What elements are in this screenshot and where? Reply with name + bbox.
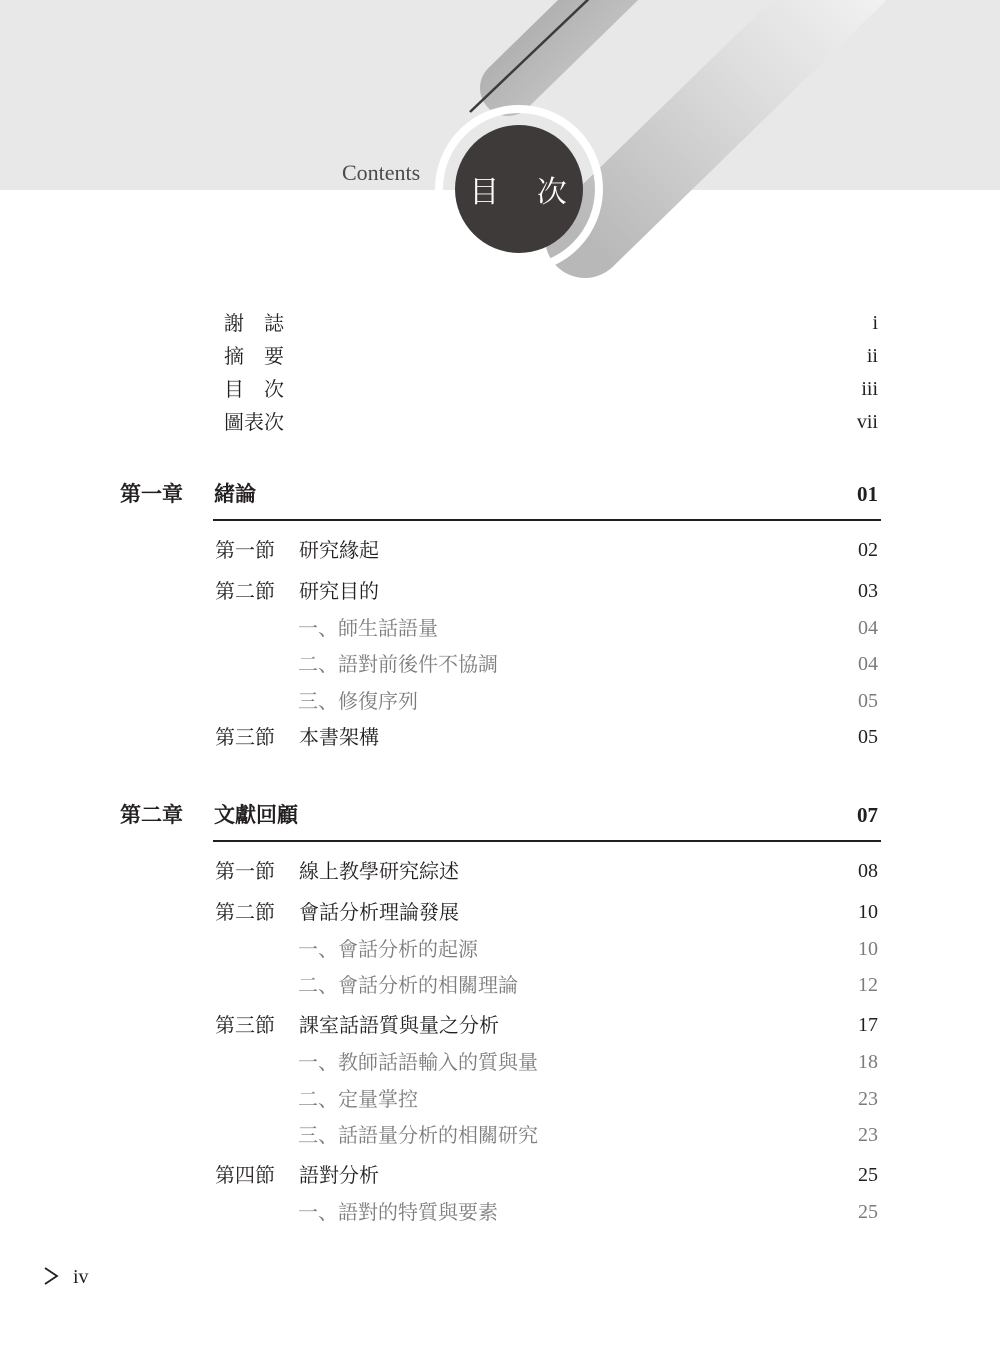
toc-section-row[interactable] <box>0 1008 1000 1042</box>
subsection-page: 18 <box>858 1051 878 1073</box>
toc-front-matter-row[interactable] <box>0 306 1000 340</box>
toc-subsection-row[interactable] <box>0 684 1000 718</box>
subsection-title: 三、修復序列 <box>298 689 418 713</box>
subsection-page: 04 <box>858 617 878 639</box>
chapter-number: 第一章 <box>120 482 183 506</box>
chevron-right-icon <box>42 1265 60 1287</box>
toc-entry-page: ii <box>866 345 878 367</box>
section-title: 本書架構 <box>299 725 379 749</box>
section-page: 10 <box>858 901 878 923</box>
subsection-page: 10 <box>858 938 878 960</box>
toc-entry-label: 目 次 <box>224 377 284 401</box>
subsection-title: 三、話語量分析的相關研究 <box>298 1123 538 1147</box>
section-number: 第一節 <box>215 859 275 883</box>
toc-subsection-row[interactable] <box>0 1118 1000 1152</box>
subsection-title: 二、會話分析的相關理論 <box>298 973 518 997</box>
toc-subsection-row[interactable] <box>0 1195 1000 1229</box>
section-page: 03 <box>858 580 878 602</box>
section-page: 08 <box>858 860 878 882</box>
section-number: 第三節 <box>215 1013 275 1037</box>
toc-entry-page: i <box>872 312 878 334</box>
chapter-page: 07 <box>857 803 878 827</box>
subsection-title: 二、語對前後件不協調 <box>298 652 498 676</box>
toc-chapter-row[interactable] <box>0 798 1000 832</box>
section-number: 第三節 <box>215 725 275 749</box>
subsection-title: 一、語對的特質與要素 <box>298 1200 498 1224</box>
section-page: 25 <box>858 1164 878 1186</box>
toc-subsection-row[interactable] <box>0 932 1000 966</box>
section-page: 17 <box>858 1014 878 1036</box>
chapter-divider <box>213 519 881 521</box>
subsection-title: 一、會話分析的起源 <box>298 937 478 961</box>
toc-section-row[interactable] <box>0 574 1000 608</box>
subsection-title: 一、教師話語輸入的質與量 <box>298 1050 538 1074</box>
toc-entry-page: vii <box>856 411 878 433</box>
section-title: 語對分析 <box>299 1163 379 1187</box>
toc-subsection-row[interactable] <box>0 1082 1000 1116</box>
section-page: 05 <box>858 726 878 748</box>
section-title: 研究緣起 <box>299 538 379 562</box>
toc-subsection-row[interactable] <box>0 611 1000 645</box>
toc-front-matter-row[interactable] <box>0 339 1000 373</box>
toc-entry-label: 謝 誌 <box>224 311 284 335</box>
subsection-page: 23 <box>858 1088 878 1110</box>
toc-front-matter-row[interactable] <box>0 405 1000 439</box>
toc-entry-label: 摘 要 <box>224 344 284 368</box>
section-number: 第二節 <box>215 900 275 924</box>
toc-entry-label: 圖表次 <box>224 410 284 434</box>
page-number: iv <box>73 1266 89 1288</box>
toc-chapter-row[interactable] <box>0 477 1000 511</box>
section-number: 第四節 <box>215 1163 275 1187</box>
toc-subsection-row[interactable] <box>0 647 1000 681</box>
section-title: 課室話語質與量之分析 <box>299 1013 499 1037</box>
subsection-title: 二、定量掌控 <box>298 1087 418 1111</box>
subsection-page: 23 <box>858 1124 878 1146</box>
toc-entry-page: iii <box>861 378 878 400</box>
chapter-page: 01 <box>857 482 878 506</box>
section-number: 第二節 <box>215 579 275 603</box>
toc-section-row[interactable] <box>0 854 1000 888</box>
toc-section-row[interactable] <box>0 895 1000 929</box>
subsection-page: 04 <box>858 653 878 675</box>
section-number: 第一節 <box>215 538 275 562</box>
toc-section-row[interactable] <box>0 533 1000 567</box>
chapter-title: 文獻回顧 <box>214 803 298 827</box>
subsection-title: 一、師生話語量 <box>298 616 438 640</box>
toc-subsection-row[interactable] <box>0 1045 1000 1079</box>
chapter-title: 緒論 <box>214 482 256 506</box>
toc-title-circle <box>455 125 583 253</box>
subsection-page: 12 <box>858 974 878 996</box>
subsection-page: 25 <box>858 1201 878 1223</box>
toc-subsection-row[interactable] <box>0 968 1000 1002</box>
toc-front-matter-row[interactable] <box>0 372 1000 406</box>
toc-section-row[interactable] <box>0 1158 1000 1192</box>
section-title: 線上教學研究綜述 <box>299 859 459 883</box>
chapter-divider <box>213 840 881 842</box>
chapter-number: 第二章 <box>120 803 183 827</box>
page-title: 目 次 <box>469 175 581 210</box>
subsection-page: 05 <box>858 690 878 712</box>
toc-section-row[interactable] <box>0 720 1000 754</box>
section-title: 研究目的 <box>299 579 379 603</box>
section-title: 會話分析理論發展 <box>299 900 459 924</box>
contents-label: Contents <box>342 160 421 185</box>
section-page: 02 <box>858 539 878 561</box>
